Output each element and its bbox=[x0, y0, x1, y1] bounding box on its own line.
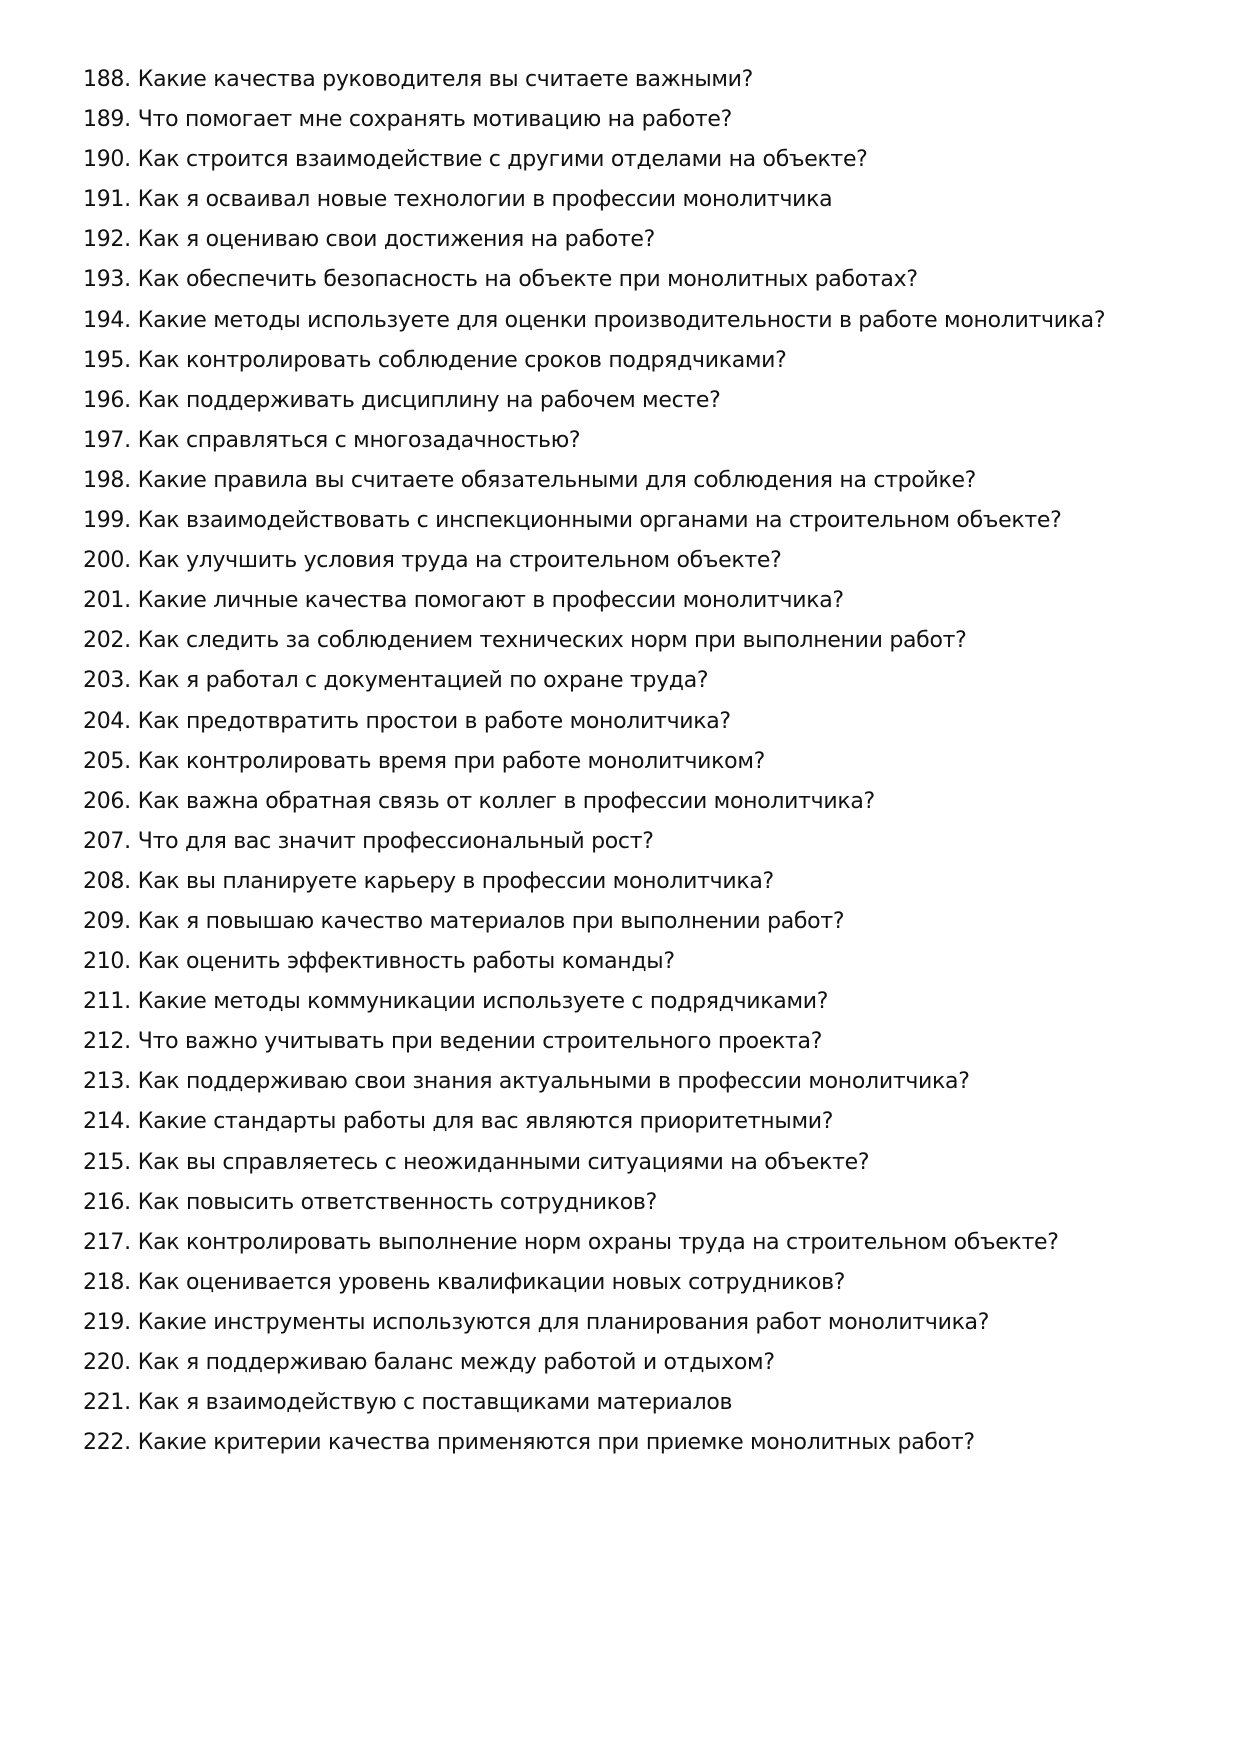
question-number: 191. bbox=[83, 187, 131, 213]
question-text: Какие качества руководителя вы считаете важными? bbox=[137, 67, 754, 92]
question-text: Какие правила вы считаете обязательными для соблюдения на стройке? bbox=[137, 467, 977, 493]
question-item bbox=[83, 942, 1183, 982]
question-number: 212. bbox=[83, 1029, 131, 1055]
question-text: Как поддерживать дисциплину на рабочем месте? bbox=[137, 387, 721, 413]
question-item bbox=[83, 1183, 1183, 1223]
question-item bbox=[83, 782, 1183, 822]
question-item bbox=[83, 1223, 1183, 1263]
question-number: 192. bbox=[83, 227, 131, 253]
question-number: 210. bbox=[83, 949, 131, 975]
question-item bbox=[83, 541, 1183, 581]
question-item bbox=[83, 1102, 1183, 1142]
question-item bbox=[83, 140, 1183, 180]
question-text: Как справляться с многозадачностью? bbox=[137, 427, 581, 453]
question-text: Как взаимодействовать с инспекционными органами на строительном объекте? bbox=[137, 508, 1062, 534]
question-number: 213. bbox=[83, 1069, 131, 1095]
question-text: Как следить за соблюдением технических норм при выполнении работ? bbox=[137, 628, 967, 654]
question-item bbox=[83, 180, 1183, 220]
question-item bbox=[83, 581, 1183, 621]
question-text: Какие личные качества помогают в профессии монолитчика? bbox=[137, 588, 844, 614]
question-number: 198. bbox=[83, 467, 131, 493]
question-text: Как я взаимодействую с поставщиками материалов bbox=[137, 1390, 733, 1416]
question-number: 207. bbox=[83, 828, 131, 854]
question-text: Как важна обратная связь от коллег в профессии монолитчика? bbox=[137, 788, 875, 814]
question-item bbox=[83, 100, 1183, 140]
question-number: 201. bbox=[83, 588, 131, 614]
question-number: 208. bbox=[83, 868, 131, 894]
question-number: 200. bbox=[83, 548, 131, 574]
question-number: 188. bbox=[83, 67, 131, 92]
question-text: Как поддерживаю свои знания актуальными в профессии монолитчика? bbox=[137, 1069, 970, 1095]
question-item bbox=[83, 381, 1183, 421]
question-item bbox=[83, 1383, 1183, 1423]
question-number: 189. bbox=[83, 107, 131, 133]
question-item bbox=[83, 902, 1183, 942]
question-item bbox=[83, 1062, 1183, 1102]
question-text: Какие инструменты используются для планирования работ монолитчика? bbox=[137, 1309, 990, 1335]
question-text: Как я поддерживаю баланс между работой и отдыхом? bbox=[137, 1350, 775, 1375]
question-number: 216. bbox=[83, 1189, 131, 1215]
question-text: Как я работал с документацией по охране труда? bbox=[137, 668, 709, 694]
question-item bbox=[83, 702, 1183, 742]
question-number: 194. bbox=[83, 307, 131, 333]
question-text: Какие методы используете для оценки производительности в работе монолитчика? bbox=[137, 307, 1106, 333]
question-text: Что помогает мне сохранять мотивацию на работе? bbox=[137, 107, 733, 133]
question-number: 211. bbox=[83, 989, 131, 1015]
question-item bbox=[83, 621, 1183, 661]
question-number: 195. bbox=[83, 347, 131, 373]
question-text: Что для вас значит профессиональный рост? bbox=[137, 828, 654, 854]
question-number: 196. bbox=[83, 387, 131, 413]
question-item bbox=[83, 301, 1183, 341]
question-number: 205. bbox=[83, 748, 131, 774]
question-text: Как контролировать время при работе монолитчиком? bbox=[137, 748, 765, 774]
question-item bbox=[83, 260, 1183, 300]
question-text: Как вы справляетесь с неожиданными ситуациями на объекте? bbox=[137, 1149, 870, 1175]
question-number: 214. bbox=[83, 1109, 131, 1135]
question-item bbox=[83, 1143, 1183, 1183]
question-number: 209. bbox=[83, 908, 131, 934]
question-text: Какие методы коммуникации используете с подрядчиками? bbox=[137, 989, 829, 1015]
question-number: 203. bbox=[83, 668, 131, 694]
question-item bbox=[83, 341, 1183, 381]
question-number: 193. bbox=[83, 267, 131, 293]
question-item bbox=[83, 742, 1183, 782]
question-item bbox=[83, 220, 1183, 260]
question-text: Как я повышаю качество материалов при выполнении работ? bbox=[137, 908, 845, 934]
question-text: Как вы планируете карьеру в профессии монолитчика? bbox=[137, 868, 774, 894]
question-text: Как я осваивал новые технологии в профессии монолитчика bbox=[137, 187, 833, 213]
question-text: Как оценить эффективность работы команды? bbox=[137, 949, 675, 975]
question-number: 222. bbox=[83, 1430, 131, 1456]
question-number: 199. bbox=[83, 508, 131, 534]
question-text: Как улучшить условия труда на строительном объекте? bbox=[137, 548, 782, 574]
question-item bbox=[83, 461, 1183, 501]
question-text: Как оценивается уровень квалификации новых сотрудников? bbox=[137, 1269, 846, 1295]
question-item bbox=[83, 421, 1183, 461]
question-text: Какие стандарты работы для вас являются приоритетными? bbox=[137, 1109, 834, 1135]
question-item bbox=[83, 1343, 1183, 1383]
question-text: Как контролировать соблюдение сроков подрядчиками? bbox=[137, 347, 787, 373]
question-item bbox=[83, 501, 1183, 541]
question-item bbox=[83, 1263, 1183, 1303]
question-text: Как я оцениваю свои достижения на работе? bbox=[137, 227, 656, 253]
question-number: 206. bbox=[83, 788, 131, 814]
question-text: Как строится взаимодействие с другими отделами на объекте? bbox=[137, 147, 868, 173]
question-text: Как предотвратить простои в работе монолитчика? bbox=[137, 708, 731, 734]
question-number: 202. bbox=[83, 628, 131, 654]
question-item bbox=[83, 60, 1183, 100]
question-number: 215. bbox=[83, 1149, 131, 1175]
question-text: Как обеспечить безопасность на объекте при монолитных работах? bbox=[137, 267, 918, 293]
question-text: Какие критерии качества применяются при приемке монолитных работ? bbox=[137, 1430, 975, 1456]
question-number: 220. bbox=[83, 1350, 131, 1375]
question-item bbox=[83, 982, 1183, 1022]
question-number: 197. bbox=[83, 427, 131, 453]
question-item bbox=[83, 1022, 1183, 1062]
question-item bbox=[83, 661, 1183, 701]
question-number: 204. bbox=[83, 708, 131, 734]
question-text: Как контролировать выполнение норм охраны труда на строительном объекте? bbox=[137, 1229, 1059, 1255]
question-list bbox=[83, 60, 1183, 1463]
question-text: Как повысить ответственность сотрудников? bbox=[137, 1189, 657, 1215]
question-number: 219. bbox=[83, 1309, 131, 1335]
question-item bbox=[83, 1423, 1183, 1463]
question-number: 221. bbox=[83, 1390, 131, 1416]
question-number: 217. bbox=[83, 1229, 131, 1255]
question-number: 218. bbox=[83, 1269, 131, 1295]
question-text: Что важно учитывать при ведении строительного проекта? bbox=[137, 1029, 823, 1055]
question-item bbox=[83, 1303, 1183, 1343]
question-item bbox=[83, 862, 1183, 902]
question-number: 190. bbox=[83, 147, 131, 173]
question-item bbox=[83, 822, 1183, 862]
